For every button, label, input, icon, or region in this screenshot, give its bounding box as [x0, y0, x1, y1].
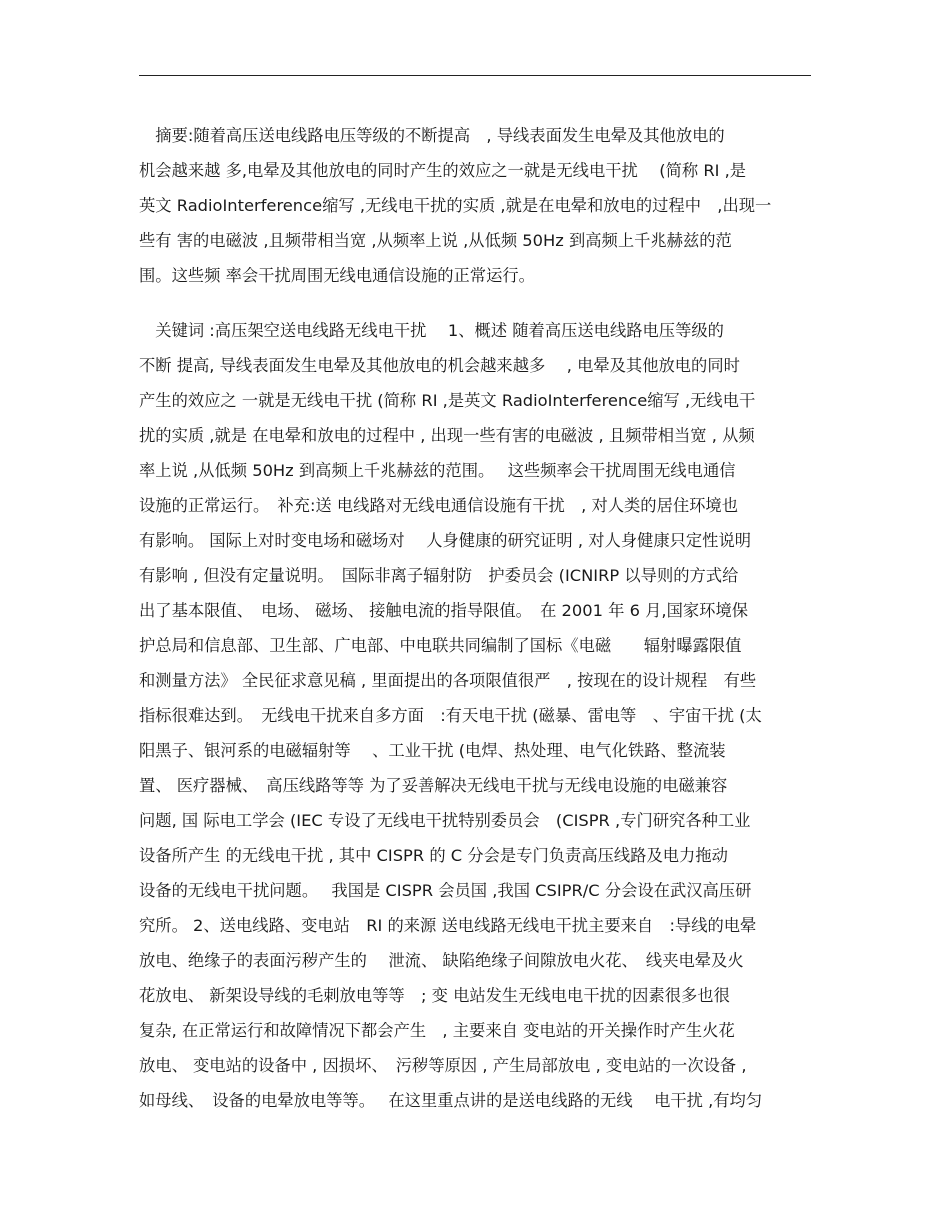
body-line: 产生的效应之 一就是无线电干扰 (简称 RI ,是英文 RadioInterference缩写 ,无线电干	[139, 391, 756, 410]
body-line: 率上说 ,从低频 50Hz 到高频上千兆赫兹的范围。 这些频率会干扰周围无线电通信	[139, 461, 736, 480]
body-line: 和测量方法》 全民征求意见稿 , 里面提出的各项限值很严 , 按现在的设计规程 有些	[139, 671, 757, 690]
abstract-paragraph	[139, 118, 811, 293]
body-line: 问题, 国 际电工学会 (IEC 专设了无线电干扰特别委员会 (CISPR ,专门研究各种工业	[139, 811, 751, 830]
body-line: 有影响。 国际上对时变电场和磁场对 人身健康的研究证明 , 对人身健康只定性说明	[139, 531, 752, 550]
body-line: 放电、绝缘子的表面污秽产生的 泄流、 缺陷绝缘子间隙放电火花、 线夹电晕及火	[139, 951, 744, 970]
body-line: 指标很难达到。 无线电干扰来自多方面 :有天电干扰 (磁暴、雷电等 、宇宙干扰 (太	[139, 706, 762, 725]
body-paragraph	[139, 313, 811, 1118]
body-line: 设备的无线电干扰问题。 我国是 CISPR 会员国 ,我国 CSIPR/C 分会设在武汉高压研	[139, 881, 752, 900]
body-line: 设备所产生 的无线电干扰 , 其中 CISPR 的 C 分会是专门负责高压线路及电力拖动	[139, 846, 728, 865]
abstract-line: 些有 害的电磁波 ,且频带相当宽 ,从频率上说 ,从低频 50Hz 到高频上千兆赫兹的范	[139, 231, 732, 250]
abstract-line: 围。这些频 率会干扰周围无线电通信设施的正常运行。	[139, 266, 535, 285]
body-line: 不断 提高, 导线表面发生电晕及其他放电的机会越来越多 , 电晕及其他放电的同时	[139, 356, 740, 375]
body-line: 出了基本限值、 电场、 磁场、 接触电流的指导限值。 在 2001 年 6 月,国家环境保	[139, 601, 749, 620]
body-line: 有影响 , 但没有定量说明。 国际非离子辐射防 护委员会 (ICNIRP 以导则的方式给	[139, 566, 739, 585]
abstract-line: 英文 RadioInterference缩写 ,无线电干扰的实质 ,就是在电晕和放电的过程中 ,出现一	[139, 196, 772, 215]
body-line: 置、 医疗器械、 高压线路等等 为了妥善解决无线电干扰与无线电设施的电磁兼容	[139, 776, 728, 795]
body-line: 放电、 变电站的设备中 , 因损坏、 污秽等原因 , 产生局部放电 , 变电站的一次设备 ,	[139, 1056, 747, 1075]
body-line: 花放电、 新架设导线的毛刺放电等等 ; 变 电站发生无线电电干扰的因素很多也很	[139, 986, 730, 1005]
header-rule	[139, 75, 811, 76]
body-line: 设施的正常运行。 补充:送 电线路对无线电通信设施有干扰 , 对人类的居住环境也	[139, 496, 738, 515]
abstract-line: 摘要:随着高压送电线路电压等级的不断提高 , 导线表面发生电晕及其他放电的	[139, 126, 725, 145]
body-line: 究所。 2、送电线路、变电站 RI 的来源 送电线路无线电干扰主要来自 :导线的电晕	[139, 916, 757, 935]
body-line: 扰的实质 ,就是 在电晕和放电的过程中 , 出现一些有害的电磁波 , 且频带相当宽 , 从频	[139, 426, 755, 445]
body-line: 复杂, 在正常运行和故障情况下都会产生 , 主要来自 变电站的开关操作时产生火花	[139, 1021, 735, 1040]
body-line: 护总局和信息部、卫生部、广电部、中电联共同编制了国标《电磁 辐射曝露限值	[139, 636, 742, 655]
body-line: 如母线、 设备的电晕放电等等。 在这里重点讲的是送电线路的无线 电干扰 ,有均匀	[139, 1091, 763, 1110]
abstract-line: 机会越来越 多,电晕及其他放电的同时产生的效应之一就是无线电干扰 (简称 RI ,是	[139, 161, 747, 180]
body-line: 阳黑子、银河系的电磁辐射等 、工业干扰 (电焊、热处理、电气化铁路、整流装	[139, 741, 726, 760]
body-line: 关键词 :高压架空送电线路无线电干扰 1、概述 随着高压送电线路电压等级的	[139, 321, 724, 340]
